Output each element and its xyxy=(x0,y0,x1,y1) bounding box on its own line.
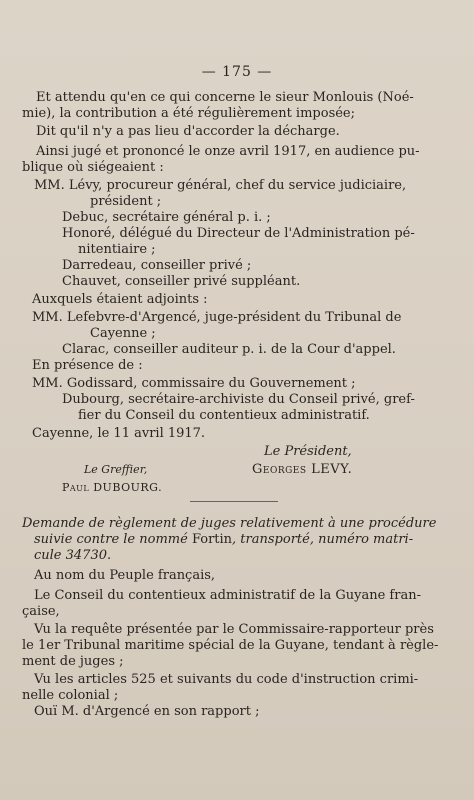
section-heading-name: Fortin xyxy=(191,532,233,547)
member-line: Debuc, secrétaire général p. i. ; xyxy=(62,210,271,225)
paragraph-line: blique où siégeaient : xyxy=(22,160,164,175)
member-line: Chauvet, conseiller privé suppléant. xyxy=(62,274,301,289)
adjoints-intro: Auxquels étaient adjoints : xyxy=(32,292,208,307)
member-line: Honoré, délégué du Directeur de l'Administration pé- xyxy=(62,226,415,241)
greffier-title: Le Greffier, xyxy=(84,463,148,476)
section-heading xyxy=(34,532,413,548)
paragraph-line: Vu la requête présentée par le Commissaire-rapporteur près xyxy=(34,622,434,637)
page-number: — 175 — xyxy=(201,64,273,80)
paragraph-line: Le Conseil du contentieux administratif de la Guyane fran- xyxy=(34,588,421,603)
adjoint-line: Clarac, conseiller auditeur p. i. de la Cour d'appel. xyxy=(62,342,396,357)
adjoint-line: MM. Lefebvre-d'Argencé, juge-président du Tribunal de xyxy=(32,310,402,325)
paragraph-line: nelle colonial ; xyxy=(22,688,119,703)
paragraph-line: mie), la contribution a été régulièrement imposée; xyxy=(22,106,356,121)
paragraph-line: ment de juges ; xyxy=(22,654,124,669)
paragraph-line: Au nom du Peuple français, xyxy=(34,568,216,583)
section-heading: cule 34730. xyxy=(34,548,112,563)
paragraph-line: le 1er Tribunal maritime spécial de la Guyane, tendant à règle- xyxy=(22,638,439,653)
presence-line: Dubourg, secrétaire-archiviste du Conseil privé, gref- xyxy=(62,392,415,407)
presence-line: MM. Godissard, commissaire du Gouvernement ; xyxy=(32,376,356,391)
presence-line: fier du Conseil du contentieux administratif. xyxy=(78,408,370,423)
paragraph-line: çaise, xyxy=(22,604,60,619)
place-date: Cayenne, le 11 avril 1917. xyxy=(32,426,206,441)
president-title: Le Président, xyxy=(264,444,352,459)
section-heading-part: suivie contre le nommé xyxy=(34,532,192,547)
paragraph-line: Dit qu'il n'y a pas lieu d'accorder la décharge. xyxy=(36,124,340,139)
paragraph-line: Ouï M. d'Argencé en son rapport ; xyxy=(34,704,260,719)
paragraph-line: Ainsi jugé et prononcé le onze avril 1917, en audience pu- xyxy=(36,144,420,159)
adjoint-line: Cayenne ; xyxy=(90,326,156,341)
presence-intro: En présence de : xyxy=(32,358,143,373)
section-divider xyxy=(190,501,278,502)
member-line: nitentiaire ; xyxy=(78,242,156,257)
member-line: Darredeau, conseiller privé ; xyxy=(62,258,252,273)
paragraph-line: Vu les articles 525 et suivants du code d'instruction crimi- xyxy=(34,672,419,687)
section-heading-part: , transporté, numéro matri- xyxy=(232,532,414,547)
section-heading: Demande de règlement de juges relativement à une procédure xyxy=(22,516,437,531)
member-line: MM. Lévy, procureur général, chef du service judiciaire, xyxy=(34,178,407,193)
president-name: Georges LEVY. xyxy=(252,462,353,477)
member-line: président ; xyxy=(90,194,162,209)
greffier-name: Paul DUBOURG. xyxy=(62,481,163,494)
paragraph-line: Et attendu qu'en ce qui concerne le sieur Monlouis (Noé- xyxy=(36,90,414,105)
